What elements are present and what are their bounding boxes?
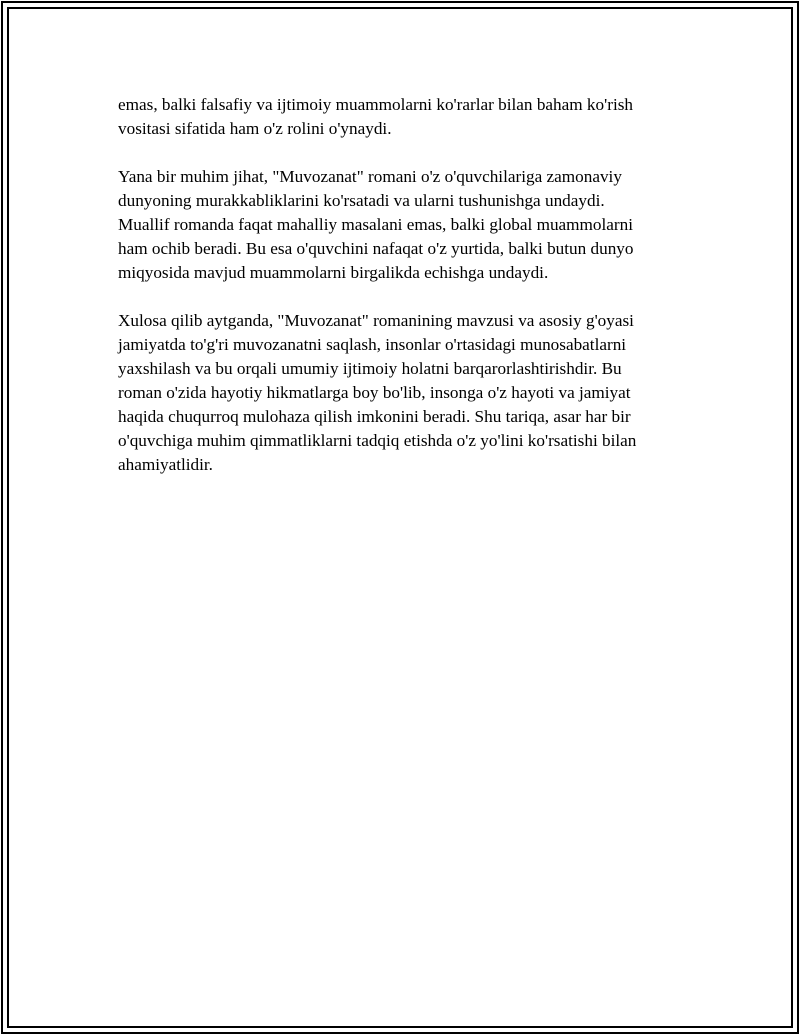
text-line: ham ochib beradi. Bu esa o'quvchini nafaqat o'z yurtida, balki butun dunyo (118, 239, 634, 258)
text-line: ahamiyatlidir. (118, 455, 213, 474)
text-line: jamiyatda to'g'ri muvozanatni saqlash, insonlar o'rtasidagi munosabatlarni (118, 335, 627, 354)
text-line: emas, balki falsafiy va ijtimoiy muammolarni ko'rarlar bilan baham ko'rish (118, 95, 633, 114)
text-line: dunyoning murakkabliklarini ko'rsatadi va ularni tushunishga undaydi. (118, 191, 605, 210)
paragraph-1 (118, 93, 678, 141)
paragraph-3 (118, 309, 678, 477)
text-line: Xulosa qilib aytganda, "Muvozanat" romanining mavzusi va asosiy g'oyasi (118, 311, 634, 330)
paragraph-2 (118, 165, 678, 285)
text-line: yaxshilash va bu orqali umumiy ijtimoiy holatni barqarorlashtirishdir. Bu (118, 359, 622, 378)
text-line: o'quvchiga muhim qimmatliklarni tadqiq etishda o'z yo'lini ko'rsatishi bilan (118, 431, 637, 450)
text-line: miqyosida mavjud muammolarni birgalikda echishga undaydi. (118, 263, 549, 282)
text-line: Muallif romanda faqat mahalliy masalani emas, balki global muammolarni (118, 215, 633, 234)
text-line: Yana bir muhim jihat, "Muvozanat" romani o'z o'quvchilariga zamonaviy (118, 167, 622, 186)
text-line: vositasi sifatida ham o'z rolini o'ynaydi. (118, 119, 392, 138)
text-line: roman o'zida hayotiy hikmatlarga boy bo'lib, insonga o'z hayoti va jamiyat (118, 383, 631, 402)
text-line: haqida chuqurroq mulohaza qilish imkonini beradi. Shu tariqa, asar har bir (118, 407, 631, 426)
document-body (118, 93, 678, 501)
